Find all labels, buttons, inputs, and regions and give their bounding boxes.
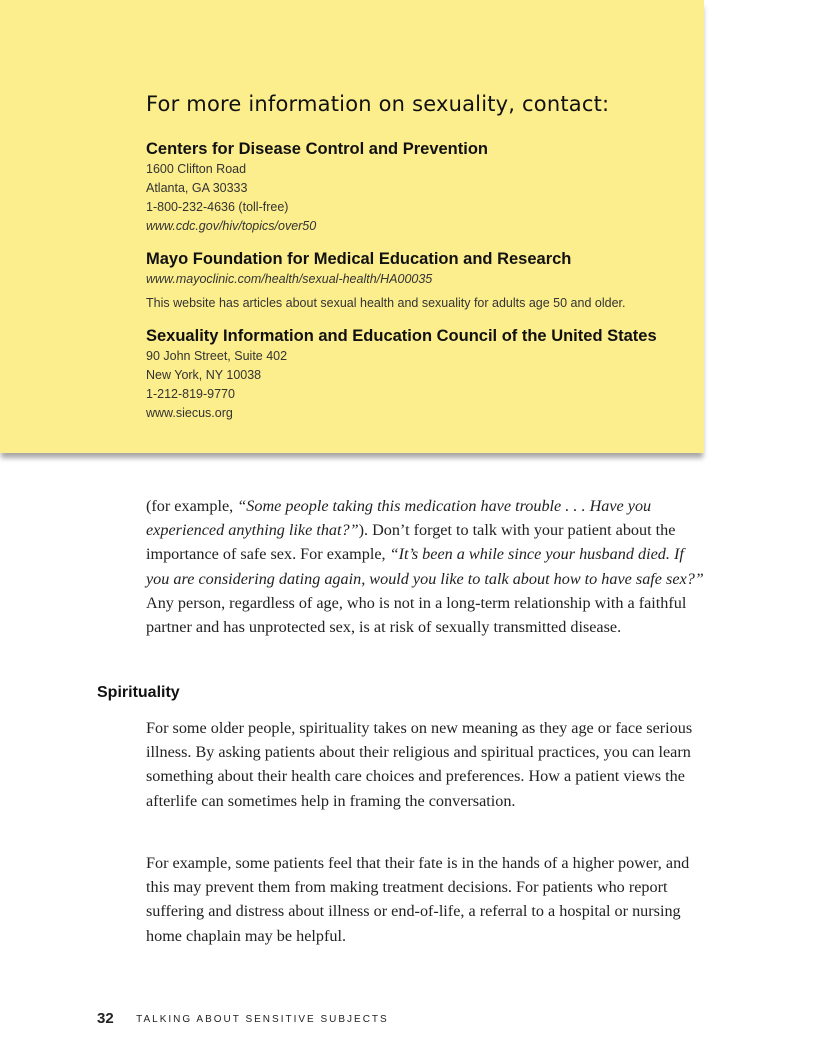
spirituality-paragraph-2 xyxy=(146,851,706,948)
org-cdc xyxy=(146,138,694,236)
org-description: This website has articles about sexual health and sexuality for adults age 50 and older. xyxy=(146,296,626,310)
callout-content xyxy=(146,92,694,435)
org-address-line1: 1600 Clifton Road xyxy=(146,162,247,176)
org-url[interactable]: www.cdc.gov/hiv/topics/over50 xyxy=(146,219,317,233)
org-phone: 1-212-819-9770 xyxy=(146,387,235,401)
org-mayo xyxy=(146,248,694,313)
intro-text-3: Any person, regardless of age, who is not in a long-term relationship with a faithful partner and has unprotected sex, is at risk of sexually transmitted disease. xyxy=(146,593,687,637)
page-footer xyxy=(97,1010,389,1028)
section-heading-spirituality: Spirituality xyxy=(97,684,180,701)
spirituality-paragraph-1 xyxy=(146,716,706,813)
org-url[interactable]: www.mayoclinic.com/health/sexual-health/HA00035 xyxy=(146,272,433,286)
page-number: 32 xyxy=(97,1010,114,1027)
running-head: TALKING ABOUT SENSITIVE SUBJECTS xyxy=(136,1014,389,1025)
intro-quote-1: “Some people taking this medication have trouble . . . Have you experienced anything like that?” xyxy=(146,497,652,540)
org-address-line2: Atlanta, GA 30333 xyxy=(146,181,248,195)
paragraph-text: For some older people, spirituality takes on new meaning as they age or face serious illness. By asking patients about their religious and spiritual practices, you can learn something about their health care choices and preferences. How a patient views the afterlife can sometimes help in framing the conversation. xyxy=(146,719,693,810)
intro-text-1: (for example, xyxy=(146,497,238,515)
intro-text-2: ). Don’t forget to talk with your patient about the importance of safe sex. For example, xyxy=(146,521,676,564)
intro-paragraph xyxy=(146,494,706,639)
intro-quote-2: “It’s been a while since your husband died. If you are considering dating again, would you like to talk about how to have safe sex?” xyxy=(146,545,704,588)
org-address-line2: New York, NY 10038 xyxy=(146,368,262,382)
callout-heading: For more information on sexuality, contact: xyxy=(146,92,610,116)
org-url[interactable]: www.siecus.org xyxy=(146,406,233,420)
intro-text xyxy=(146,494,706,639)
resource-callout-box xyxy=(0,0,704,453)
org-phone: 1-800-232-4636 (toll-free) xyxy=(146,200,289,214)
org-siecus xyxy=(146,325,694,423)
paragraph-text: For example, some patients feel that their fate is in the hands of a higher power, and this may prevent them from making treatment decisions. For patients who report suffering and distress about illness or end-of-life, a referral to a hospital or nursing home chaplain may be helpful. xyxy=(146,854,690,945)
org-name: Sexuality Information and Education Council of the United States xyxy=(146,327,657,345)
org-address-line1: 90 John Street, Suite 402 xyxy=(146,349,288,363)
org-name: Mayo Foundation for Medical Education and Research xyxy=(146,250,572,268)
org-name: Centers for Disease Control and Prevention xyxy=(146,140,488,158)
